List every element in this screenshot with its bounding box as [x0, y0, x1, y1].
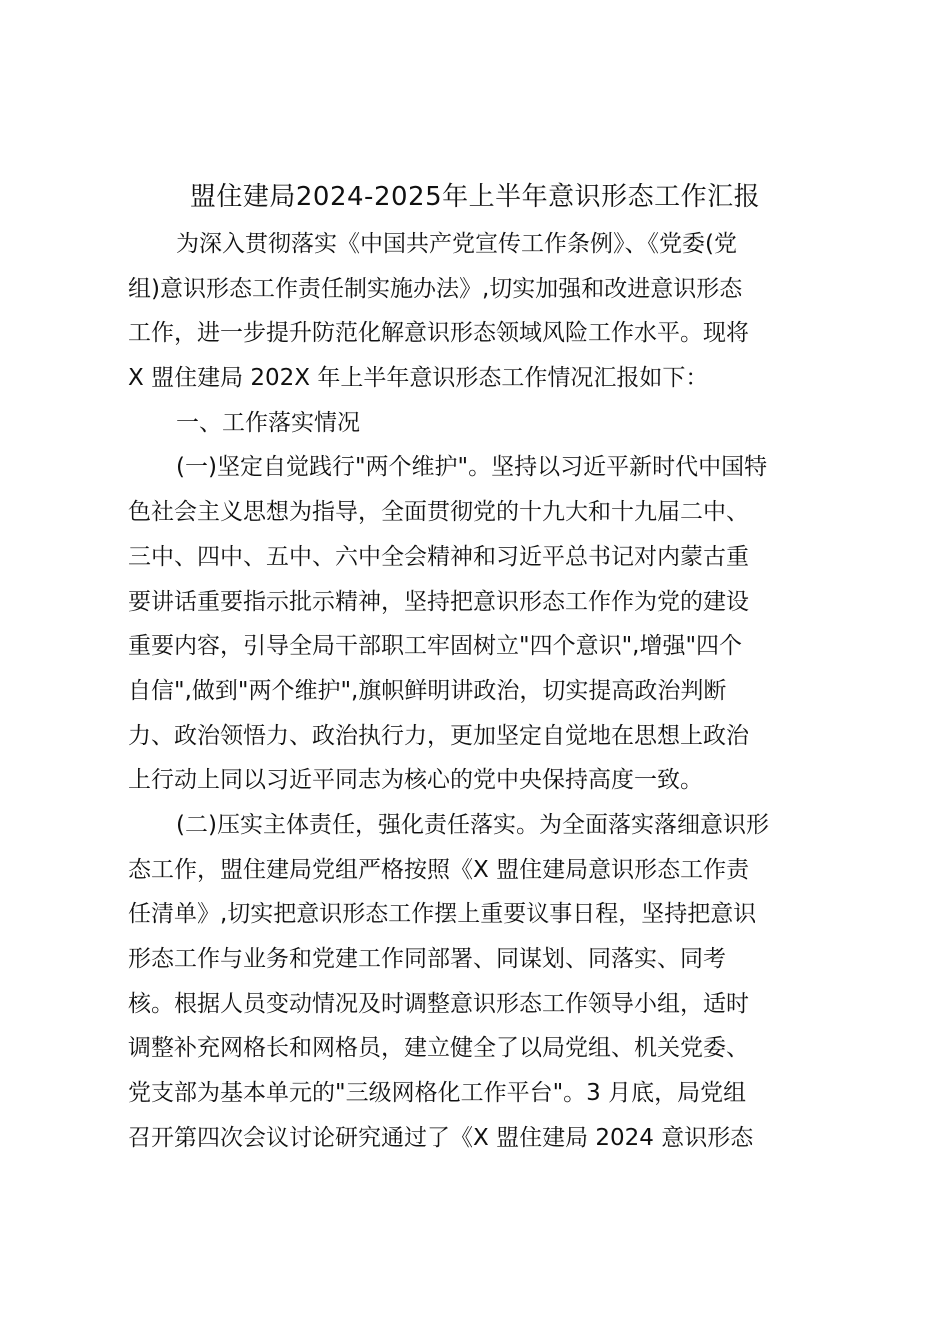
body-line: 要讲话重要指示批示精神，坚持把意识形态工作作为党的建设 — [128, 588, 749, 615]
body-line: 形态工作与业务和党建工作同部署、同谋划、同落实、同考 — [128, 946, 726, 972]
body-line: 党支部为基本单元的"三级网格化工作平台"。3 月底，局党组 — [128, 1080, 747, 1107]
body-line: 核。根据人员变动情况及时调整意识形态工作领导小组，适时 — [128, 990, 749, 1017]
body-line: 色社会主义思想为指导，全面贯彻党的十九大和十九届二中、 — [128, 499, 749, 526]
body-line: (二)压实主体责任，强化责任落实。为全面落实落细意识形 — [176, 811, 769, 838]
body-line: (一)坚定自觉践行"两个维护"。坚持以习近平新时代中国特 — [176, 454, 768, 481]
body-line: X 盟住建局 202X 年上半年意识形态工作情况汇报如下： — [128, 365, 709, 392]
document-body — [128, 222, 828, 1160]
body-line: 一、工作落实情况 — [176, 409, 360, 436]
body-line: 三中、四中、五中、六中全会精神和习近平总书记对内蒙古重 — [128, 543, 749, 570]
body-line: 召开第四次会议讨论研究通过了《X 盟住建局 2024 意识形态 — [128, 1124, 754, 1151]
body-line: 重要内容，引导全局干部职工牢固树立"四个意识",增强"四个 — [128, 633, 743, 660]
body-line: 组)意识形态工作责任制实施办法》,切实加强和改进意识形态 — [128, 275, 743, 302]
body-line: 调整补充网格长和网格员，建立健全了以局党组、机关党委、 — [128, 1035, 749, 1062]
body-line: 任清单》,切实把意识形态工作摆上重要议事日程，坚持把意识 — [128, 901, 757, 928]
body-line: 自信",做到"两个维护",旗帜鲜明讲政治，切实提高政治判断 — [128, 677, 727, 704]
body-line: 上行动上同以习近平同志为核心的党中央保持高度一致。 — [128, 767, 703, 794]
body-line: 为深入贯彻落实《中国共产党宣传工作条例》、《党委(党 — [176, 231, 737, 257]
body-line: 工作，进一步提升防范化解意识形态领域风险工作水平。现将 — [128, 320, 749, 347]
body-line: 态工作，盟住建局党组严格按照《X 盟住建局意识形态工作责 — [128, 856, 750, 883]
body-line: 力、政治领悟力、政治执行力，更加坚定自觉地在思想上政治 — [128, 722, 749, 749]
document-title: 盟住建局2024-2025年上半年意识形态工作汇报 — [189, 182, 761, 212]
